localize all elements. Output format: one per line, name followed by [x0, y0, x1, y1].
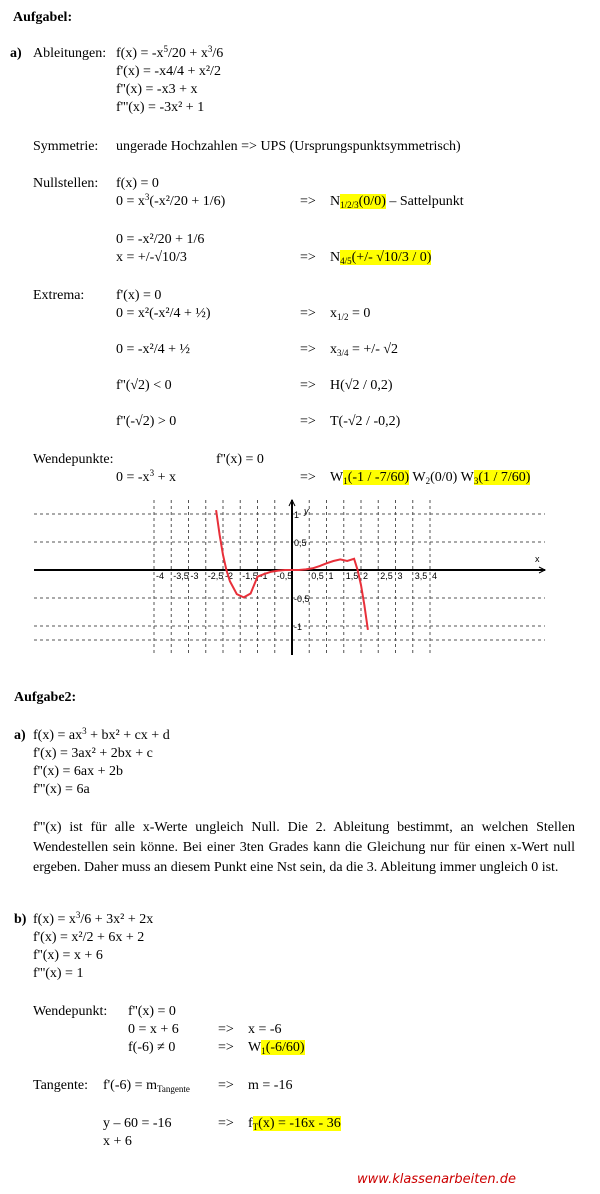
first-derivative: f'(x) = -x4/4 + x²/2 [116, 64, 221, 79]
y-tick-label: -1 [294, 622, 303, 632]
cubic-second-derivative: f''(x) = 6ax + 2b [33, 764, 124, 779]
maximum-result: H(√2 / 0,2) [330, 378, 393, 393]
tangent-continuation: x + 6 [103, 1134, 132, 1149]
tangent-slope: $f'(-6) = m_{Tangente}$ [103, 1078, 190, 1094]
b-second-derivative: f''(x) = x + 6 [33, 948, 103, 963]
x-axis-label: x [535, 554, 540, 564]
tangent-slope-result: m = -16 [248, 1078, 293, 1093]
arrow: => [218, 1078, 234, 1093]
arrow: => [218, 1022, 234, 1037]
third-derivative: f'''(x) = -3x² + 1 [116, 100, 205, 115]
y-tick-label: -0,5 [294, 594, 310, 604]
arrow: => [300, 414, 316, 429]
arrow: => [300, 250, 316, 265]
explanation-paragraph: f'''(x) ist für alle x-Werte ungleich Null. Die 2. Ableitung bestimmt, an welchen Stellen Wendestellen sein könne. Bei einer 3ten Grades kann die Gleichung nur für einen x-Wert null ergeben. Daher muss an diesem Punkt eine Nst sein, da die 3. Ableitung immer ungleich 0 ist. [33, 820, 575, 875]
x-tick-label: -3 [190, 571, 199, 581]
inflection-results: $W_1(-1 / -7/60)$ $W_2(0/0)$ $W_3(1 / 7/60)$ [330, 470, 531, 486]
inflection-label: Wendepunkte: [33, 452, 114, 467]
y-tick-label: 1 [294, 510, 300, 520]
extrema-result-2: $x_{3/4}$ = +/- √2 [330, 342, 399, 358]
symmetry-label: Symmetrie: [33, 139, 99, 154]
b-inflection-equation: 0 = x + 6 [128, 1022, 179, 1037]
tangent-label: Tangente: [33, 1078, 88, 1093]
x-tick-label: -1,5 [242, 571, 258, 581]
x-tick-label: -2 [225, 571, 234, 581]
part-a-label: a) [14, 728, 26, 743]
watermark: www.klassenarbeiten.de [357, 1172, 516, 1187]
max-check: f''(√2) < 0 [116, 378, 172, 393]
x-tick-label: 2 [363, 571, 369, 581]
derivatives-label: Ableitungen: [33, 46, 107, 61]
zeros-result-1: $N_{1/2/3}(0/0)$ – Sattelpunkt [330, 194, 464, 210]
x-tick-label: -0,5 [276, 571, 293, 581]
function-b: $f(x) = x^3/6 + 3x^2 + 2x$ [33, 910, 154, 927]
x-tick-label: 1 [328, 571, 334, 581]
extrema-quadratic: 0 = -x²/4 + ½ [116, 342, 191, 357]
arrow: => [300, 342, 316, 357]
x-tick-label: 1,5 [345, 571, 359, 581]
symmetry-text: ungerade Hochzahlen => UPS (Ursprungspunktsymmetrisch) [116, 139, 461, 154]
x-tick-label: 0,5 [311, 571, 324, 581]
b-inflection-check: f(-6) ≠ 0 [128, 1040, 176, 1055]
arrow: => [300, 378, 316, 393]
tangent-equation: y – 60 = -16 [103, 1116, 172, 1131]
b-first-derivative: f'(x) = x²/2 + 6x + 2 [33, 930, 145, 945]
b-inflection-x: x = -6 [248, 1022, 282, 1037]
x-tick-label: -1 [259, 571, 268, 581]
extrema-result-1: $x_{1/2} = 0$ [330, 306, 371, 322]
cubic-third-derivative: f'''(x) = 6a [33, 782, 90, 797]
zeros-factored: $0 = x^3(-x^2/20 + 1/6)$ [116, 192, 226, 209]
arrow: => [300, 470, 316, 485]
arrow: => [218, 1116, 234, 1131]
second-derivative: f''(x) = -x3 + x [116, 82, 198, 97]
x-tick-label: 4 [432, 571, 438, 581]
b-inflection-condition: f''(x) = 0 [128, 1004, 176, 1019]
cubic-general: $f(x) = ax^3 + bx^2$ + cx + d [33, 726, 170, 743]
min-check: f''(-√2) > 0 [116, 414, 177, 429]
zeros-result-2: $N_{4/5}(+/-$ √10/3 / 0) [330, 250, 432, 266]
extrema-label: Extrema: [33, 288, 85, 303]
y-axis-label: y [304, 506, 309, 516]
extrema-factored: 0 = x²(-x²/4 + ½) [116, 306, 211, 321]
x-tick-label: 2,5 [380, 571, 393, 581]
minimum-result: T(-√2 / -0,2) [330, 414, 401, 429]
task2-title: Aufgabe2: [14, 690, 77, 705]
extrema-condition: f'(x) = 0 [116, 288, 162, 303]
function-f: $f(x) = -x^5/20 + x^3/6$ [116, 44, 224, 61]
cubic-first-derivative: f'(x) = 3ax² + 2bx + c [33, 746, 153, 761]
zeros-condition: f(x) = 0 [116, 176, 159, 191]
x-tick-label: -3,5 [173, 571, 189, 581]
x-tick-label: 3,5 [414, 571, 428, 581]
zeros-quadratic: 0 = -x²/20 + 1/6 [116, 232, 205, 247]
inflection-equation: $0 = -x^3 + x$ [116, 468, 176, 485]
b-third-derivative: f'''(x) = 1 [33, 966, 84, 981]
arrow: => [300, 194, 316, 209]
b-inflection-label: Wendepunkt: [33, 1004, 108, 1019]
b-inflection-point: $W_1(-6/60)$ [248, 1040, 305, 1056]
tangent-result: $f_T(x) = -16x - 36$ [248, 1116, 341, 1132]
zeros-label: Nullstellen: [33, 176, 99, 191]
arrow: => [300, 306, 316, 321]
inflection-condition: f''(x) = 0 [216, 452, 264, 467]
arrow: => [218, 1040, 234, 1055]
part-a-label: a) [10, 46, 22, 61]
y-tick-label: 0,5 [294, 538, 307, 548]
x-tick-label: -4 [156, 571, 165, 581]
task1-title: Aufgabel: [13, 10, 73, 25]
x-tick-label: -2,5 [207, 571, 224, 581]
x-tick-label: 3 [397, 571, 403, 581]
zeros-solution: x = +/-√10/3 [116, 250, 187, 265]
part-b-label: b) [14, 912, 27, 927]
